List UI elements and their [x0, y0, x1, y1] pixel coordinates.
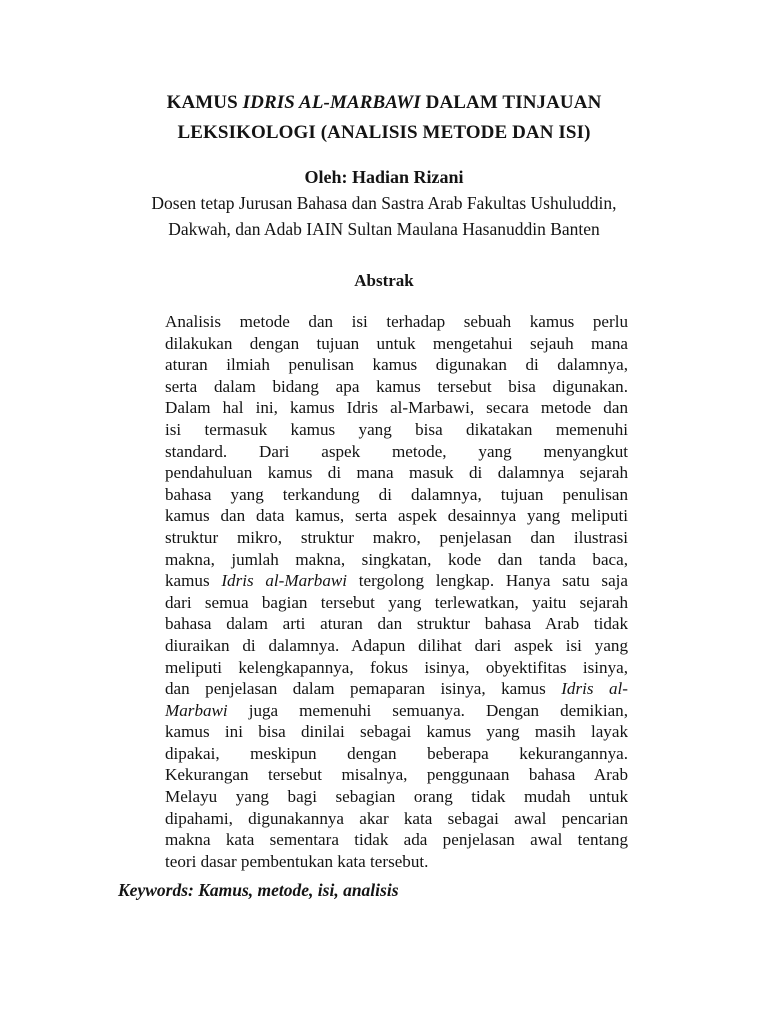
title-italic-segment: IDRIS AL-MARBAWI — [242, 92, 421, 113]
abstract-line: kamus ini bisa dinilai sebagai kamus yang masih layak — [165, 722, 628, 742]
author-affiliation — [100, 190, 668, 242]
italic-term: Idris al- — [561, 679, 628, 699]
abstract-line: aturan ilmiah penulisan kamus digunakan di dalamnya, — [165, 355, 628, 375]
abstract-line: kamus dan data kamus, serta aspek desainnya yang meliputi — [165, 506, 628, 526]
abstract-line: makna kata sementara tidak ada penjelasan awal tentang — [165, 830, 628, 850]
abstract-line: serta dalam bidang apa kamus tersebut bisa digunakan. — [165, 376, 628, 396]
abstract-line: isi termasuk kamus yang bisa dikatakan memenuhi — [165, 419, 628, 439]
abstract-line: struktur mikro, struktur makro, penjelasan dan ilustrasi — [165, 527, 628, 547]
abstract-line: Kekurangan tersebut misalnya, penggunaan bahasa Arab — [165, 765, 628, 785]
abstract-line: dari semua bagian tersebut yang terlewatkan, yaitu sejarah — [165, 592, 628, 612]
title-line-1: KAMUS IDRIS AL-MARBAWI DALAM TINJAUAN — [166, 92, 602, 113]
title-line-2: LEKSIKOLOGI (ANALISIS METODE DAN ISI) — [177, 122, 591, 143]
abstract-line: Analisis metode dan isi terhadap sebuah kamus perlu — [165, 312, 628, 331]
abstract-line: diuraikan di dalamnya. Adapun dilihat dari aspek isi yang — [165, 635, 628, 655]
abstract-line: dipahami, digunakannya akar kata sebagai awal pencarian — [165, 808, 628, 828]
abstract-line: dilakukan dengan tujuan untuk mengetahui sejauh mana — [165, 333, 628, 353]
abstract-line: dan penjelasan dalam pemaparan isinya, kamus Idris al- — [165, 679, 628, 699]
abstract-line: teori dasar pembentukan kata tersebut. — [165, 851, 429, 871]
abstract-line: pendahuluan kamus di mana masuk di dalamnya sejarah — [165, 463, 628, 483]
abstract-line: makna, jumlah makna, singkatan, kode dan tanda baca, — [165, 549, 628, 569]
italic-term: Marbawi — [165, 700, 228, 720]
italic-term: Idris al-Marbawi — [221, 571, 348, 591]
abstract-line: Dalam hal ini, kamus Idris al-Marbawi, secara metode dan — [165, 398, 628, 418]
affiliation-line-1: Dosen tetap Jurusan Bahasa dan Sastra Arab Fakultas Ushuluddin, — [151, 193, 617, 213]
abstract-line: dipakai, meskipun dengan beberapa kekurangannya. — [165, 743, 628, 763]
abstract-line: kamus Idris al-Marbawi tergolong lengkap. Hanya satu saja — [165, 571, 628, 591]
abstract-line: bahasa yang terkandung di dalamnya, tujuan penulisan — [165, 484, 628, 504]
abstract-heading: Abstrak — [354, 271, 414, 290]
abstract-body — [165, 311, 628, 872]
author-name: Oleh: Hadian Rizani — [304, 167, 464, 187]
abstract-line: meliputi kelengkapannya, fokus isinya, obyektifitas isinya, — [165, 657, 628, 677]
abstract-line: standard. Dari aspek metode, yang menyangkut — [165, 441, 628, 461]
abstract-line: bahasa dalam arti aturan dan struktur bahasa Arab tidak — [165, 614, 628, 634]
keywords-line: Keywords: Kamus, metode, isi, analisis — [118, 880, 399, 900]
paper-title — [100, 88, 668, 148]
abstract-line: Marbawi juga memenuhi semuanya. Dengan demikian, — [165, 700, 628, 720]
affiliation-line-2: Dakwah, dan Adab IAIN Sultan Maulana Hasanuddin Banten — [168, 219, 600, 239]
abstract-line: Melayu yang bagi sebagian orang tidak mudah untuk — [165, 787, 628, 807]
